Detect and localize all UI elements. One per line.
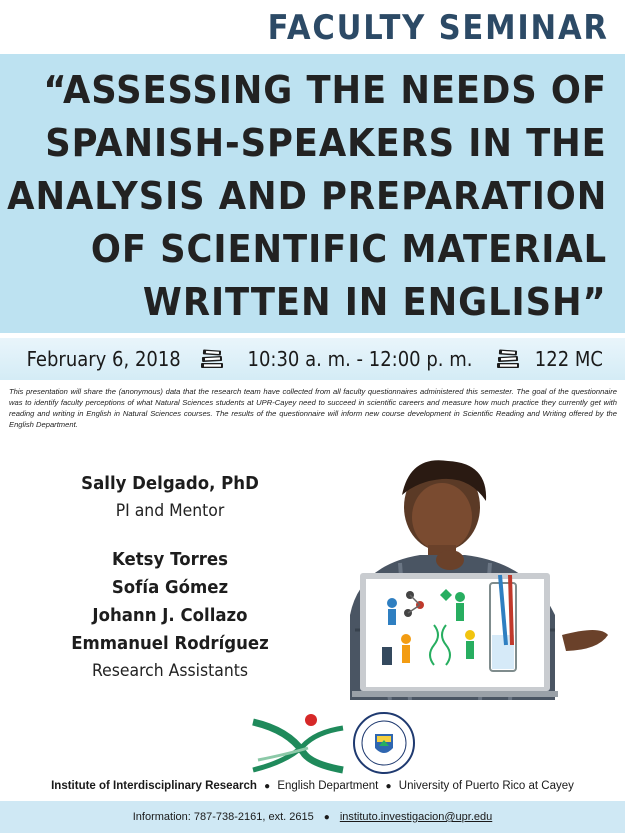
org-university: University of Puerto Rico at Cayey [398,780,574,792]
assistant-name: Johann J. Collazo [92,605,248,626]
presenter-role: PI and Mentor [115,501,225,521]
research-team [40,470,300,684]
title-line-3: ANALYSIS AND PREPARATION [6,174,607,218]
title-line-1: “ASSESSING THE NEEDS OF [43,68,607,112]
org-department: English Department [277,780,379,792]
title-line-5: WRITTEN IN ENGLISH” [143,280,607,324]
event-time: 10:30 a. m. - 12:00 p. m. [247,347,473,371]
assistant-name: Ketsy Torres [111,549,229,570]
contact-band [0,801,625,833]
books-icon [495,348,521,370]
institute-logo [248,712,348,774]
contact-info: Information: 787-738-2161, ext. 2615 [132,811,314,823]
bullet-icon: ● [264,781,271,792]
assistant-name: Sofía Gómez [111,577,229,598]
organizations-line [0,780,625,792]
bullet-icon: ● [385,781,392,792]
org-institute: Institute of Interdisciplinary Research [51,780,257,792]
title-line-2: SPANISH-SPEAKERS IN THE [45,121,607,165]
contact-email-link[interactable]: instituto.investigacion@upr.edu [339,811,493,823]
presenter-name: Sally Delgado, PhD [81,473,259,494]
title-line-4: OF SCIENTIFIC MATERIAL [90,227,607,271]
student-with-laptop-illustration [330,455,615,700]
event-type-heading: FACULTY SEMINAR [267,8,609,48]
books-icon [199,348,225,370]
seminar-description: This presentation will share the (anonymous) data that the research team have collected from all faculty questionnaires administered this semester. The goal of the questionnaire was to identify faculty perceptions of what Natural Sciences students at UPR-Cayey need to succeed in scientific careers and measure how much practice they currently get with reading and writing in English in Natural Sciences courses. The results of the questionnaire will inform new course development in Scientific Reading and Writing offered by the English Department. [9,387,617,429]
assistants-role: Research Assistants [91,661,249,681]
assistant-name: Emmanuel Rodríguez [71,633,269,654]
event-details-band [0,338,625,380]
event-date: February 6, 2018 [26,347,181,371]
university-seal [353,712,415,774]
event-room: 122 MC [535,347,604,371]
seminar-title-band [0,54,625,333]
bullet-icon: ● [323,811,330,823]
